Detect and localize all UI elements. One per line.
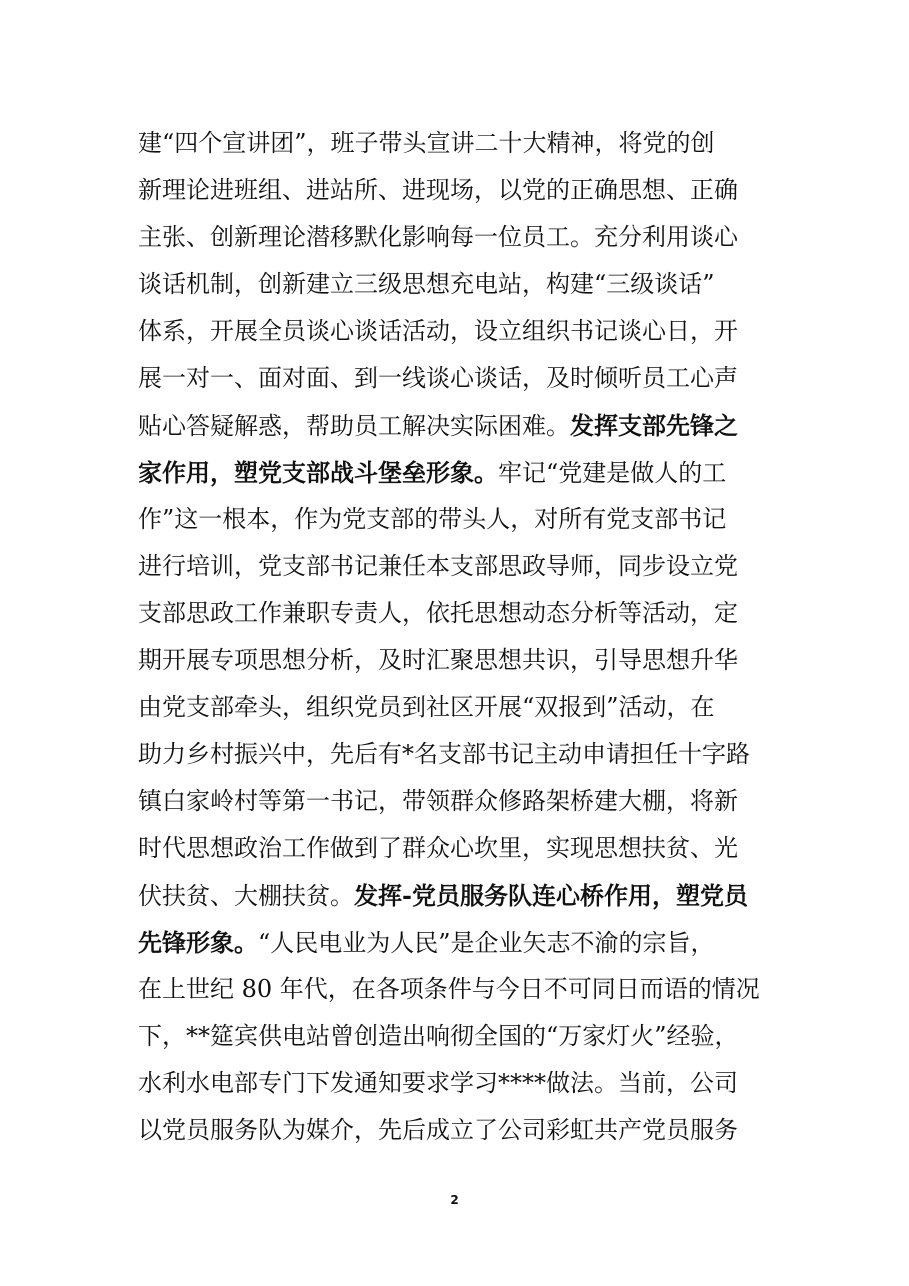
body-text: 伏扶贫、大棚扶贫。 xyxy=(138,882,354,910)
document-body xyxy=(138,120,778,1154)
text-line xyxy=(138,731,778,778)
body-text: 下，**筵宾供电站曾创造出响彻全国的“万家灯火”经验， xyxy=(138,1022,739,1050)
text-line xyxy=(138,966,778,1013)
text-line xyxy=(138,1013,778,1060)
text-line xyxy=(138,167,778,214)
body-text: 镇白家岭村等第一书记，带领群众修路架桥建大棚，将新 xyxy=(138,787,738,815)
text-line xyxy=(138,825,778,872)
text-line xyxy=(138,590,778,637)
body-text: 作”这一根本，作为党支部的带头人，对所有党支部书记 xyxy=(138,505,727,533)
body-text: 展一对一、面对面、到一线谈心谈话，及时倾听员工心声 xyxy=(138,364,738,392)
text-line xyxy=(138,1107,778,1154)
text-line xyxy=(138,355,778,402)
body-text: 助力乡村振兴中，先后有*名支部书记主动申请担任十字路 xyxy=(138,740,750,768)
text-line xyxy=(138,872,778,919)
body-text: 以党员服务队为媒介，先后成立了公司彩虹共产党员服务 xyxy=(138,1116,738,1144)
body-text: 期开展专项思想分析，及时汇聚思想共识，引导思想升华 xyxy=(138,646,738,674)
text-line xyxy=(138,1060,778,1107)
text-line xyxy=(138,120,778,167)
text-line xyxy=(138,778,778,825)
page-number: 2 xyxy=(450,1193,459,1207)
text-line xyxy=(138,449,778,496)
body-text: 贴心答疑解惑，帮助员工解决实际困难。 xyxy=(138,412,570,440)
bold-heading-text: 发挥支部先锋之 xyxy=(570,411,738,440)
text-line xyxy=(138,637,778,684)
body-text: 建“四个宣讲团”，班子带头宣讲二十大精神，将党的创 xyxy=(138,129,715,157)
body-text: 水利水电部专门下发通知要求学习****做法。当前，公司 xyxy=(138,1069,738,1097)
body-text: 新理论进班组、进站所、进现场，以党的正确思想、正确 xyxy=(138,176,738,204)
text-line xyxy=(138,496,778,543)
bold-heading-text: 发挥-党员服务队连心桥作用，塑党员 xyxy=(354,881,748,910)
text-line xyxy=(138,402,778,449)
text-line xyxy=(138,261,778,308)
body-text: 牢记“党建是做人的工 xyxy=(498,459,727,487)
body-text: 谈话机制，创新建立三级思想充电站，构建“三级谈话” xyxy=(138,270,715,298)
bold-heading-text: 先锋形象。 xyxy=(138,928,258,957)
body-text: 时代思想政治工作做到了群众心坎里，实现思想扶贫、光 xyxy=(138,834,738,862)
text-line xyxy=(138,919,778,966)
body-text: 主张、创新理论潜移默化影响每一位员工。充分利用谈心 xyxy=(138,223,738,251)
text-line xyxy=(138,214,778,261)
body-text: 由党支部牵头，组织党员到社区开展“双报到”活动，在 xyxy=(138,693,715,721)
bold-heading-text: 家作用，塑党支部战斗堡垒形象。 xyxy=(138,458,498,487)
body-text: 进行培训，党支部书记兼任本支部思政导师，同步设立党 xyxy=(138,552,738,580)
text-line xyxy=(138,684,778,731)
body-text: 支部思政工作兼职专责人，依托思想动态分析等活动，定 xyxy=(138,599,738,627)
text-line xyxy=(138,308,778,355)
text-line xyxy=(138,543,778,590)
body-text: 在上世纪 80 年代，在各项条件与今日不可同日而语的情况 xyxy=(138,975,760,1003)
body-text: “人民电业为人民”是企业矢志不渝的宗旨， xyxy=(258,929,715,957)
body-text: 体系，开展全员谈心谈话活动，设立组织书记谈心日，开 xyxy=(138,317,738,345)
